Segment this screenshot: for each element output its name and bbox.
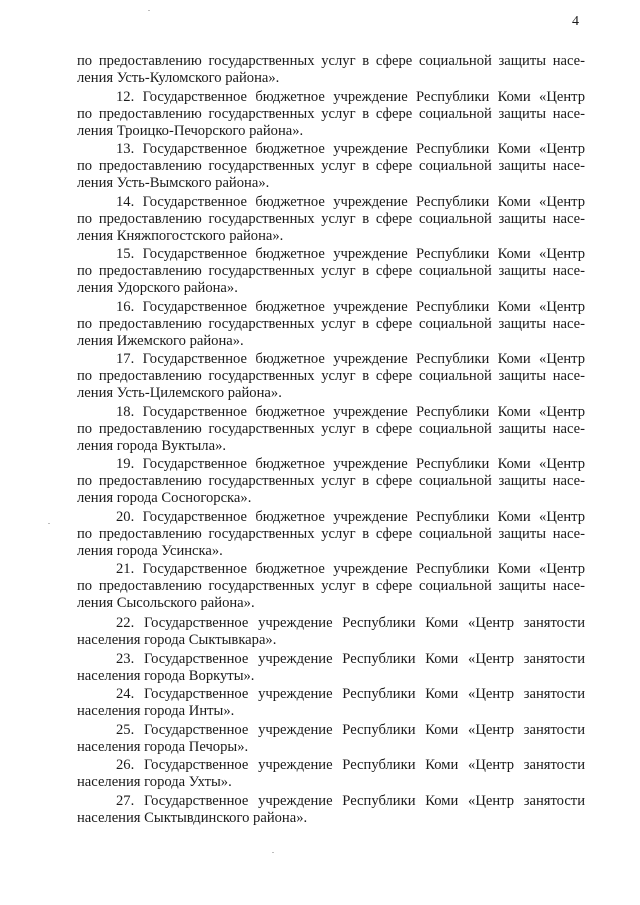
paragraph-line: 27. Государственное учреждение Республики Коми «Центр занятости bbox=[116, 792, 585, 809]
paragraph-line: ления Сысольского района». bbox=[77, 595, 255, 611]
list-item-22 bbox=[77, 615, 585, 649]
scan-speck bbox=[148, 10, 150, 11]
paragraph-line: 21. Государственное бюджетное учреждение Республики Коми «Центр bbox=[116, 561, 585, 577]
scan-speck bbox=[272, 852, 274, 853]
paragraph-line: ления города Усинска». bbox=[77, 542, 223, 559]
paragraph-line: 13. Государственное бюджетное учреждение Республики Коми «Центр bbox=[116, 141, 585, 157]
paragraph-continuation bbox=[77, 53, 585, 87]
paragraph-line: по предоставлению государственных услуг в сфере социальной защиты насе- bbox=[77, 578, 585, 594]
list-item-13 bbox=[77, 141, 585, 192]
paragraph-line: ления Удорского района». bbox=[77, 280, 238, 296]
list-item-25 bbox=[77, 722, 585, 756]
paragraph-line: по предоставлению государственных услуг в сфере социальной защиты насе- bbox=[77, 53, 585, 69]
paragraph-line: ления Усть-Цилемского района». bbox=[77, 385, 282, 401]
paragraph-line: ления Усть-Вымского района». bbox=[77, 175, 270, 191]
paragraph-line: ления города Вуктыла». bbox=[77, 437, 227, 454]
page-number: 4 bbox=[572, 14, 579, 29]
list-item-14 bbox=[77, 194, 585, 245]
list-item-16 bbox=[77, 299, 585, 350]
scan-speck bbox=[48, 523, 50, 524]
list-item-19 bbox=[77, 456, 585, 507]
list-item-12 bbox=[77, 89, 585, 140]
list-item-15 bbox=[77, 246, 585, 297]
list-item-24 bbox=[77, 686, 585, 720]
paragraph-line: по предоставлению государственных услуг в сфере социальной защиты насе- bbox=[77, 263, 585, 279]
list-item-23 bbox=[77, 651, 585, 685]
paragraph-line: населения города Инты». bbox=[77, 703, 235, 719]
paragraph-line: по предоставлению государственных услуг в сфере социальной защиты насе- bbox=[77, 525, 585, 542]
paragraph-line: ления Ижемского района». bbox=[77, 332, 244, 349]
paragraph-line: 12. Государственное бюджетное учреждение Республики Коми «Центр bbox=[116, 88, 585, 105]
list-item-27 bbox=[77, 793, 585, 827]
paragraph-line: по предоставлению государственных услуг в сфере социальной защиты насе- bbox=[77, 158, 585, 174]
paragraph-line: 14. Государственное бюджетное учреждение Республики Коми «Центр bbox=[116, 193, 585, 210]
paragraph-line: по предоставлению государственных услуг в сфере социальной защиты насе- bbox=[77, 210, 585, 227]
paragraph-line: по предоставлению государственных услуг в сфере социальной защиты насе- bbox=[77, 315, 585, 332]
paragraph-line: 17. Государственное бюджетное учреждение Республики Коми «Центр bbox=[116, 351, 585, 367]
paragraph-line: ления города Сосногорска». bbox=[77, 490, 252, 506]
document-body bbox=[77, 53, 585, 827]
paragraph-line: населения города Печоры». bbox=[77, 738, 249, 755]
paragraph-line: 24. Государственное учреждение Республики Коми «Центр занятости bbox=[116, 686, 585, 702]
paragraph-line: населения города Ухты». bbox=[77, 774, 232, 790]
paragraph-line: 26. Государственное учреждение Республики Коми «Центр занятости bbox=[116, 757, 585, 773]
paragraph-line: населения города Сыктывкара». bbox=[77, 632, 277, 648]
list-item-20 bbox=[77, 509, 585, 560]
list-item-17 bbox=[77, 351, 585, 402]
paragraph-line: 19. Государственное бюджетное учреждение Республики Коми «Центр bbox=[116, 456, 585, 472]
list-item-26 bbox=[77, 757, 585, 791]
paragraph-line: 16. Государственное бюджетное учреждение Республики Коми «Центр bbox=[116, 298, 585, 315]
paragraph-line: 23. Государственное учреждение Республики Коми «Центр занятости bbox=[116, 650, 585, 667]
list-item-18 bbox=[77, 404, 585, 455]
paragraph-line: по предоставлению государственных услуг в сфере социальной защиты насе- bbox=[77, 368, 585, 384]
paragraph-line: 22. Государственное учреждение Республики Коми «Центр занятости bbox=[116, 615, 585, 631]
paragraph-line: 20. Государственное бюджетное учреждение Республики Коми «Центр bbox=[116, 508, 585, 525]
paragraph-line: 25. Государственное учреждение Республики Коми «Центр занятости bbox=[116, 721, 585, 738]
paragraph-line: по предоставлению государственных услуг в сфере социальной защиты насе- bbox=[77, 420, 585, 437]
paragraph-line: ления Усть-Куломского района». bbox=[77, 70, 280, 86]
paragraph-line: 18. Государственное бюджетное учреждение Республики Коми «Центр bbox=[116, 403, 585, 420]
paragraph-line: по предоставлению государственных услуг в сфере социальной защиты насе- bbox=[77, 105, 585, 122]
paragraph-line: ления Троицко-Печорского района». bbox=[77, 122, 304, 139]
list-item-21 bbox=[77, 561, 585, 612]
paragraph-line: 15. Государственное бюджетное учреждение Республики Коми «Центр bbox=[116, 246, 585, 262]
paragraph-line: по предоставлению государственных услуг в сфере социальной защиты насе- bbox=[77, 473, 585, 489]
paragraph-line: ления Княжпогостского района». bbox=[77, 227, 284, 244]
paragraph-line: населения Сыктывдинского района». bbox=[77, 809, 308, 826]
paragraph-line: населения города Воркуты». bbox=[77, 667, 255, 684]
